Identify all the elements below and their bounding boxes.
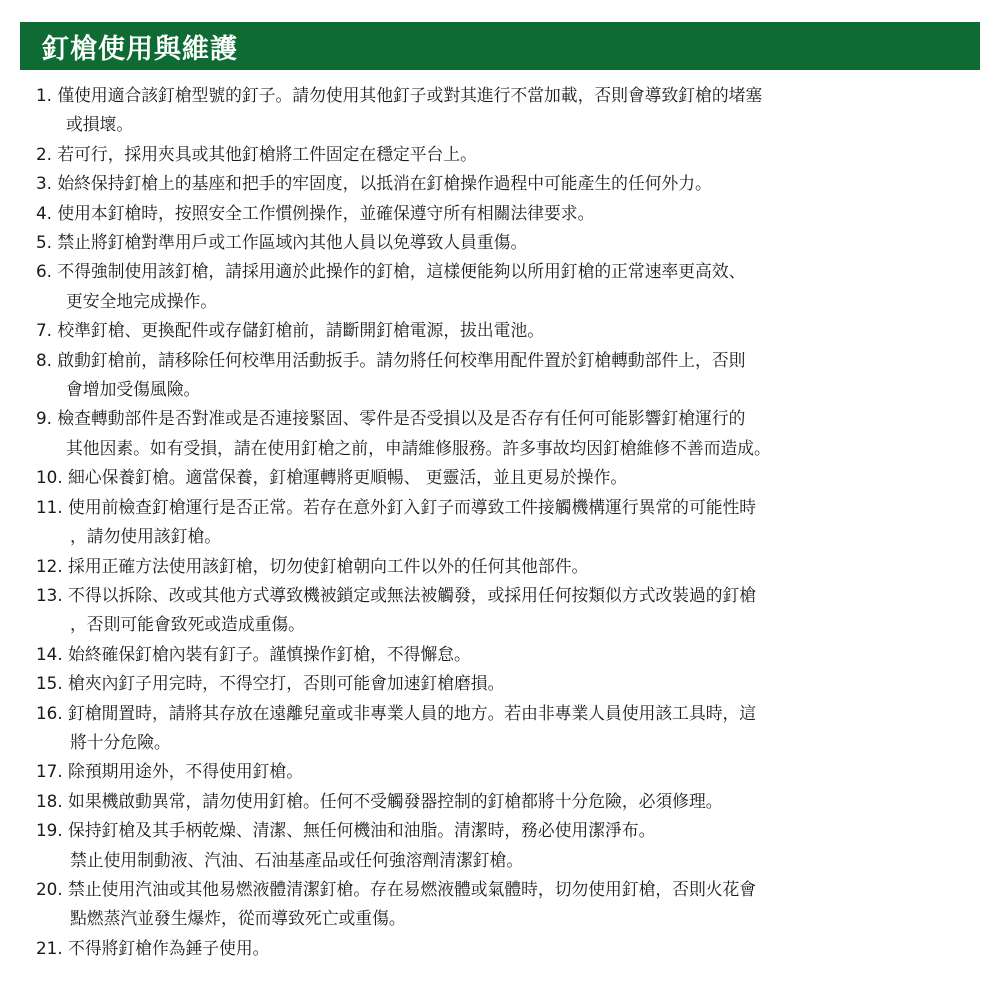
list-item-line-text: 僅使用適合該釘槍型號的釘子。請勿使用其他釘子或對其進行不當加載，否則會導致釘槍的堵塞 bbox=[57, 85, 763, 105]
list-item-text bbox=[36, 787, 976, 816]
list-item bbox=[36, 140, 976, 169]
list-item-number: 7. bbox=[36, 320, 58, 341]
list-item-line bbox=[36, 757, 976, 786]
list-item-text bbox=[36, 199, 976, 228]
list-item bbox=[36, 552, 976, 581]
list-item-number: 9. bbox=[36, 408, 58, 429]
list-item-line bbox=[36, 522, 976, 551]
header-banner bbox=[20, 22, 980, 70]
list-item-line bbox=[36, 669, 976, 698]
list-item-line-text: 保持釘槍及其手柄乾燥、清潔、無任何機油和油脂。清潔時，務必使用潔淨布。 bbox=[68, 820, 656, 841]
list-item-line-text: 不得將釘槍作為錘子使用。 bbox=[68, 937, 270, 958]
list-item-line-text: 如果機啟動異常，請勿使用釘槍。任何不受觸發器控制的釘槍都將十分危險，必須修理。 bbox=[68, 790, 723, 811]
list-item-line bbox=[36, 699, 976, 728]
list-item-line-text: 或損壞。 bbox=[66, 114, 134, 135]
list-item bbox=[36, 199, 976, 228]
list-item bbox=[36, 699, 976, 758]
list-item-number: 16. bbox=[36, 702, 69, 723]
list-item-line bbox=[36, 110, 976, 139]
list-item-text bbox=[36, 875, 976, 934]
list-item-text bbox=[36, 463, 976, 492]
list-item-line-text: 會增加受傷風險。 bbox=[66, 379, 201, 400]
list-item-number: 10. bbox=[36, 467, 69, 488]
list-item-text bbox=[36, 316, 976, 345]
list-item-text bbox=[36, 699, 976, 758]
list-item bbox=[36, 257, 976, 316]
list-item-line-text: 更安全地完成操作。 bbox=[66, 290, 218, 311]
list-item-line-text: 若可行，採用夾具或其他釘槍將工件固定在穩定平台上。 bbox=[57, 143, 477, 164]
list-item-line-text: 禁止使用汽油或其他易燃液體清潔釘槍。存在易燃液體或氣體時，切勿使用釘槍，否則火花會 bbox=[68, 878, 757, 899]
list-item-text bbox=[36, 346, 976, 405]
list-item bbox=[36, 228, 976, 257]
list-item-line bbox=[36, 610, 976, 639]
list-item-line-text: 不得強制使用該釘槍，請採用適於此操作的釘槍，這樣便能夠以所用釘槍的正常速率更高效、 bbox=[57, 261, 746, 282]
list-item-number: 20. bbox=[36, 878, 69, 899]
list-item bbox=[36, 787, 976, 816]
list-item-line bbox=[36, 316, 976, 345]
list-item-line bbox=[36, 728, 976, 757]
list-item-line bbox=[36, 257, 976, 286]
list-item-text bbox=[36, 552, 976, 581]
list-item-line-text: ，否則可能會致死或造成重傷。 bbox=[70, 614, 305, 635]
list-item-line-text: 校準釘槍、更換配件或存儲釘槍前，請斷開釘槍電源，拔出電池。 bbox=[57, 320, 545, 341]
list-item-line bbox=[36, 787, 976, 816]
list-item-line bbox=[36, 934, 976, 963]
list-item-line bbox=[36, 228, 976, 257]
list-item-line bbox=[36, 434, 976, 463]
list-item-line-text: 使用前檢查釘槍運行是否正常。若存在意外釘入釘子而導致工件接觸機構運行異常的可能性時 bbox=[68, 496, 757, 517]
list-item-line bbox=[36, 375, 976, 404]
list-item-line bbox=[36, 404, 976, 433]
list-item-text bbox=[36, 493, 976, 552]
list-item-text bbox=[36, 816, 976, 875]
list-item-line-text: 禁止將釘槍對準用戶或工作區域內其他人員以免導致人員重傷。 bbox=[57, 232, 528, 253]
list-item-line-text: 採用正確方法使用該釘槍，切勿使釘槍朝向工件以外的任何其他部件。 bbox=[68, 555, 589, 576]
list-item-line-text: 將十分危險。 bbox=[70, 731, 171, 752]
list-item bbox=[36, 934, 976, 963]
list-item bbox=[36, 493, 976, 552]
list-item-line bbox=[36, 169, 976, 198]
page-title: 釘槍使用與維護 bbox=[42, 33, 238, 65]
list-item bbox=[36, 669, 976, 698]
list-item-line bbox=[36, 346, 976, 375]
list-item-line-text: 槍夾內釘子用完時，不得空打，否則可能會加速釘槍磨損。 bbox=[68, 673, 505, 694]
instruction-list bbox=[36, 81, 976, 963]
list-item-text bbox=[36, 404, 976, 463]
list-item-number: 17. bbox=[36, 761, 69, 782]
list-item-text bbox=[36, 669, 976, 698]
list-item-line bbox=[36, 493, 976, 522]
list-item bbox=[36, 875, 976, 934]
list-item-number: 13. bbox=[36, 584, 69, 605]
list-item bbox=[36, 316, 976, 345]
list-item bbox=[36, 816, 976, 875]
list-item-text bbox=[36, 169, 976, 198]
list-item-line bbox=[36, 140, 976, 169]
list-item-line-text: 啟動釘槍前，請移除任何校準用活動扳手。請勿將任何校準用配件置於釘槍轉動部件上，否則 bbox=[57, 349, 746, 370]
list-item-line-text: 檢查轉動部件是否對准或是否連接緊固、零件是否受損以及是否存有任何可能影響釘槍運行的 bbox=[57, 408, 746, 429]
list-item-line-text: 始終保持釘槍上的基座和把手的牢固度，以抵消在釘槍操作過程中可能產生的任何外力。 bbox=[57, 173, 712, 194]
list-item-line bbox=[36, 81, 976, 110]
list-item-text bbox=[36, 640, 976, 669]
list-item-text bbox=[36, 81, 976, 140]
list-item-line bbox=[36, 846, 976, 875]
list-item bbox=[36, 346, 976, 405]
list-item bbox=[36, 581, 976, 640]
list-item-text bbox=[36, 757, 976, 786]
list-item-line-text: 釘槍閒置時，請將其存放在遠離兒童或非專業人員的地方。若由非專業人員使用該工具時，這 bbox=[68, 702, 757, 723]
list-item-number: 21. bbox=[36, 937, 69, 958]
list-item-line bbox=[36, 816, 976, 845]
list-item-number: 18. bbox=[36, 790, 69, 811]
list-item-line bbox=[36, 199, 976, 228]
list-item-line-text: 不得以拆除、改或其他方式導致機被鎖定或無法被觸發，或採用任何按類似方式改裝過的釘槍 bbox=[68, 584, 757, 605]
list-item-line-text: 禁止使用制動液、汽油、石油基產品或任何強溶劑清潔釘槍。 bbox=[70, 849, 524, 870]
list-item-text bbox=[36, 257, 976, 316]
list-item-text bbox=[36, 228, 976, 257]
list-item-line-text: ，請勿使用該釘槍。 bbox=[70, 526, 222, 547]
list-item-number: 2. bbox=[36, 143, 58, 164]
list-item-number: 8. bbox=[36, 349, 58, 370]
list-item-text bbox=[36, 581, 976, 640]
list-item-line bbox=[36, 463, 976, 492]
list-item-number: 19. bbox=[36, 820, 69, 841]
list-item-line-text: 其他因素。如有受損，請在使用釘槍之前，申請維修服務。許多事故均因釘槍維修不善而造成。 bbox=[66, 437, 771, 458]
list-item bbox=[36, 81, 976, 140]
list-item-line-text: 點燃蒸汽並發生爆炸，從而導致死亡或重傷。 bbox=[70, 908, 406, 929]
list-item-line bbox=[36, 875, 976, 904]
list-item-line bbox=[36, 552, 976, 581]
list-item-text bbox=[36, 934, 976, 963]
list-item bbox=[36, 404, 976, 463]
list-item-line-text: 除預期用途外，不得使用釘槍。 bbox=[68, 761, 303, 782]
list-item-line-text: 細心保養釘槍。適當保養，釘槍運轉將更順暢、 更靈活，並且更易於操作。 bbox=[68, 467, 628, 488]
list-item-number: 3. bbox=[36, 173, 58, 194]
list-item bbox=[36, 169, 976, 198]
list-item-text bbox=[36, 140, 976, 169]
list-item-line bbox=[36, 904, 976, 933]
list-item-number: 5. bbox=[36, 232, 58, 253]
list-item bbox=[36, 757, 976, 786]
list-item bbox=[36, 640, 976, 669]
list-item-number: 1. bbox=[36, 85, 58, 105]
list-item-line bbox=[36, 640, 976, 669]
list-item bbox=[36, 463, 976, 492]
list-item-line bbox=[36, 581, 976, 610]
list-item-number: 14. bbox=[36, 643, 69, 664]
list-item-number: 4. bbox=[36, 202, 58, 223]
list-item-line-text: 始終確保釘槍內裝有釘子。謹慎操作釘槍，不得懈怠。 bbox=[68, 643, 471, 664]
list-item-number: 6. bbox=[36, 261, 58, 282]
list-item-number: 15. bbox=[36, 673, 69, 694]
list-item-line-text: 使用本釘槍時，按照安全工作慣例操作，並確保遵守所有相關法律要求。 bbox=[57, 202, 595, 223]
list-item-number: 11. bbox=[36, 496, 69, 517]
list-item-number: 12. bbox=[36, 555, 69, 576]
list-item-line bbox=[36, 287, 976, 316]
